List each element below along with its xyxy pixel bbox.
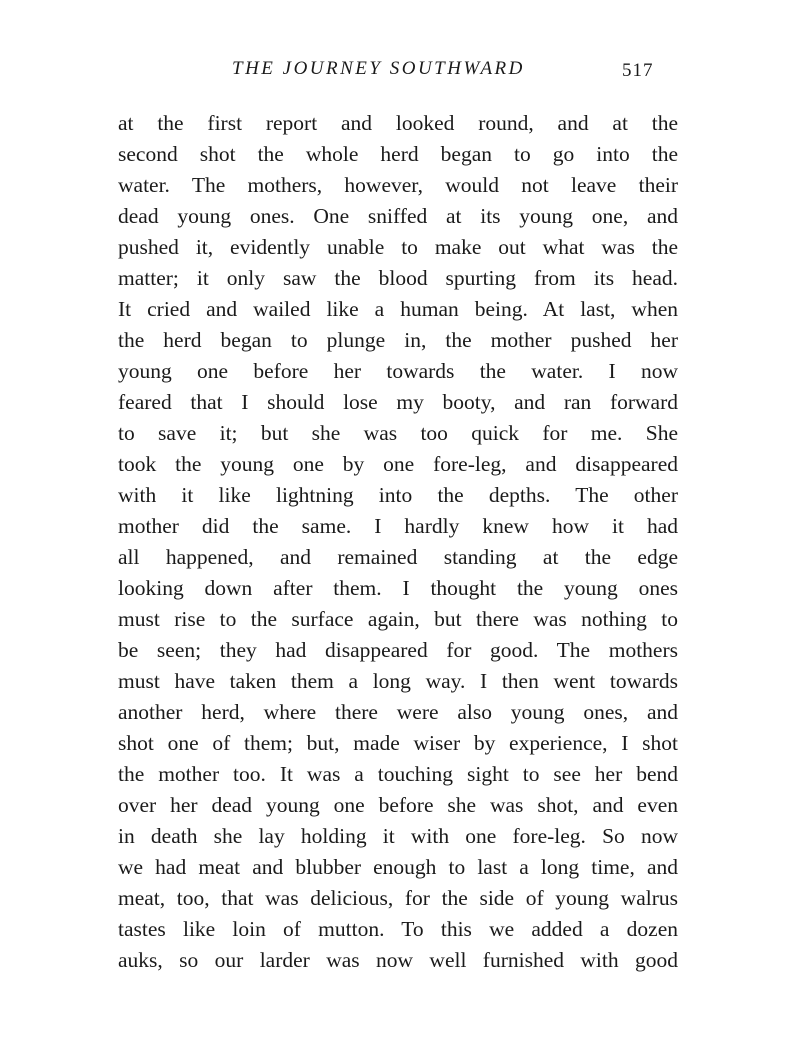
text-line: pushed it, evidently unable to make out what was the — [118, 235, 678, 259]
page-number: 517 — [622, 60, 654, 81]
text-line: feared that I should lose my booty, and ran forward — [118, 390, 678, 414]
text-line: It cried and wailed like a human being. At last, when — [118, 297, 678, 321]
text-line: in death she lay holding it with one fore-leg. So now — [118, 824, 678, 848]
text-line: second shot the whole herd began to go into the — [118, 142, 678, 166]
text-line: to save it; but she was too quick for me. She — [118, 421, 678, 445]
text-line: be seen; they had disappeared for good. The mothers — [118, 638, 678, 662]
text-line: mother did the same. I hardly knew how it had — [118, 514, 678, 538]
text-line: the mother too. It was a touching sight to see her bend — [118, 762, 678, 786]
text-line: young one before her towards the water. I now — [118, 359, 678, 383]
text-line: tastes like loin of mutton. To this we added a dozen — [118, 917, 678, 941]
page-header — [0, 58, 800, 88]
text-line: with it like lightning into the depths. The other — [118, 483, 678, 507]
running-title: THE JOURNEY SOUTHWARD — [232, 58, 525, 79]
text-line: must have taken them a long way. I then went towards — [118, 669, 678, 693]
text-line: must rise to the surface again, but there was nothing to — [118, 607, 678, 631]
text-line: all happened, and remained standing at the edge — [118, 545, 678, 569]
text-line: the herd began to plunge in, the mother pushed her — [118, 328, 678, 352]
text-line: auks, so our larder was now well furnished with good — [118, 948, 678, 972]
text-line: we had meat and blubber enough to last a long time, and — [118, 855, 678, 879]
text-line: meat, too, that was delicious, for the side of young walrus — [118, 886, 678, 910]
body-text — [118, 108, 678, 976]
text-line: another herd, where there were also young ones, and — [118, 700, 678, 724]
text-line: water. The mothers, however, would not leave their — [118, 173, 678, 197]
text-line: looking down after them. I thought the young ones — [118, 576, 678, 600]
text-line: took the young one by one fore-leg, and disappeared — [118, 452, 678, 476]
text-line: shot one of them; but, made wiser by experience, I shot — [118, 731, 678, 755]
text-line: over her dead young one before she was shot, and even — [118, 793, 678, 817]
text-line: dead young ones. One sniffed at its young one, and — [118, 204, 678, 228]
text-line: at the first report and looked round, and at the — [118, 111, 678, 135]
text-line: matter; it only saw the blood spurting from its head. — [118, 266, 678, 290]
